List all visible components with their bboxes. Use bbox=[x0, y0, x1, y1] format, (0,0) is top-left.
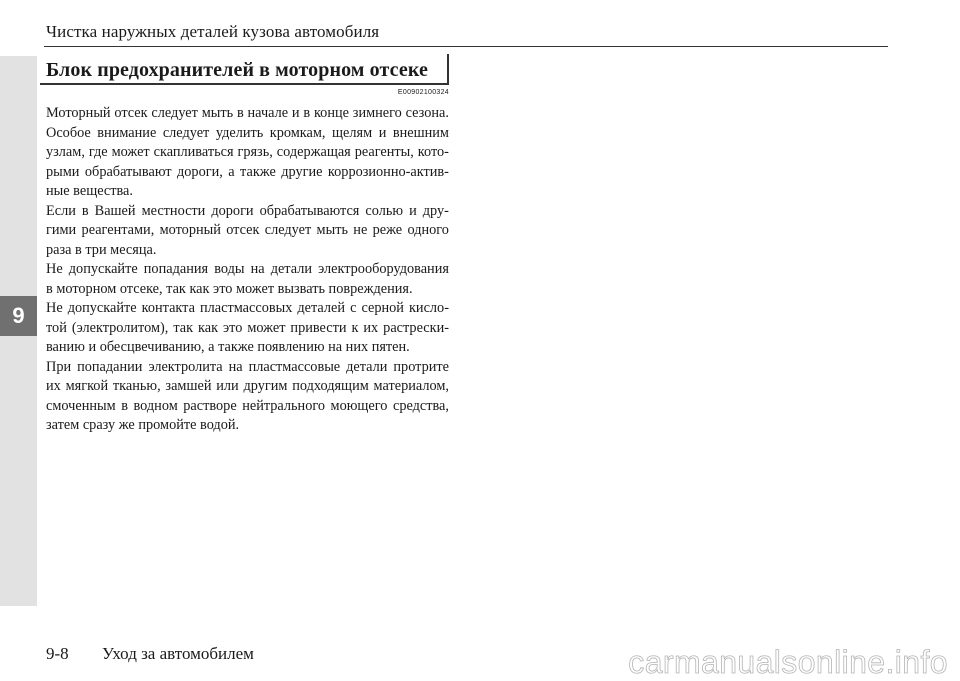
body-line: Особое внимание следует уделить кромкам, щелям и внешним bbox=[46, 124, 449, 141]
reference-code: E00902100324 bbox=[397, 89, 449, 96]
body-line: При попадании электролита на пластмассовые детали протрите bbox=[46, 358, 449, 375]
body-line: Моторный отсек следует мыть в начале и в конце зимнего сезона. bbox=[46, 105, 449, 121]
body-line: рыми обрабатывают дороги, а также другие коррозионно-актив- bbox=[46, 163, 449, 180]
body-line: раза в три месяца. bbox=[46, 241, 157, 258]
body-line: Не допускайте контакта пластмассовых деталей с серной кисло- bbox=[46, 300, 449, 316]
body-line: гими реагентами, моторный отсек следует мыть не реже одного bbox=[46, 222, 449, 238]
body-line: ные вещества. bbox=[46, 183, 133, 199]
page-number: 9-8 bbox=[46, 644, 69, 663]
body-line: смоченным в водном растворе нейтрального моющего средства, bbox=[46, 397, 449, 414]
body-line: Если в Вашей местности дороги обрабатываются солью и дру- bbox=[46, 202, 449, 219]
body-line: их мягкой тканью, замшей или другим подходящим материалом, bbox=[46, 378, 449, 394]
body-line: той (электролитом), так как это может привести к их растрески- bbox=[46, 319, 449, 336]
chapter-number: 9 bbox=[12, 303, 25, 328]
chapter-tab bbox=[0, 296, 37, 336]
body-text bbox=[46, 104, 449, 436]
footer-chapter-title: Уход за автомобилем bbox=[102, 644, 254, 663]
section-title: Блок предохранителей в моторном отсеке bbox=[46, 59, 428, 81]
body-line: ванию и обесцвечиванию, а также появлению на них пятен. bbox=[46, 339, 410, 355]
body-line: в моторном отсеке, так как это может вызвать повреждения. bbox=[46, 280, 413, 297]
running-header: Чистка наружных деталей кузова автомобиля bbox=[46, 22, 380, 41]
body-line: Не допускайте попадания воды на детали электрооборудования bbox=[46, 261, 449, 277]
watermark: carmanualsonline.info bbox=[628, 644, 948, 680]
header-divider bbox=[44, 46, 888, 47]
body-line: узлам, где может скапливаться грязь, содержащая реагенты, кото- bbox=[46, 144, 449, 160]
body-line: затем сразу же промойте водой. bbox=[46, 417, 240, 433]
